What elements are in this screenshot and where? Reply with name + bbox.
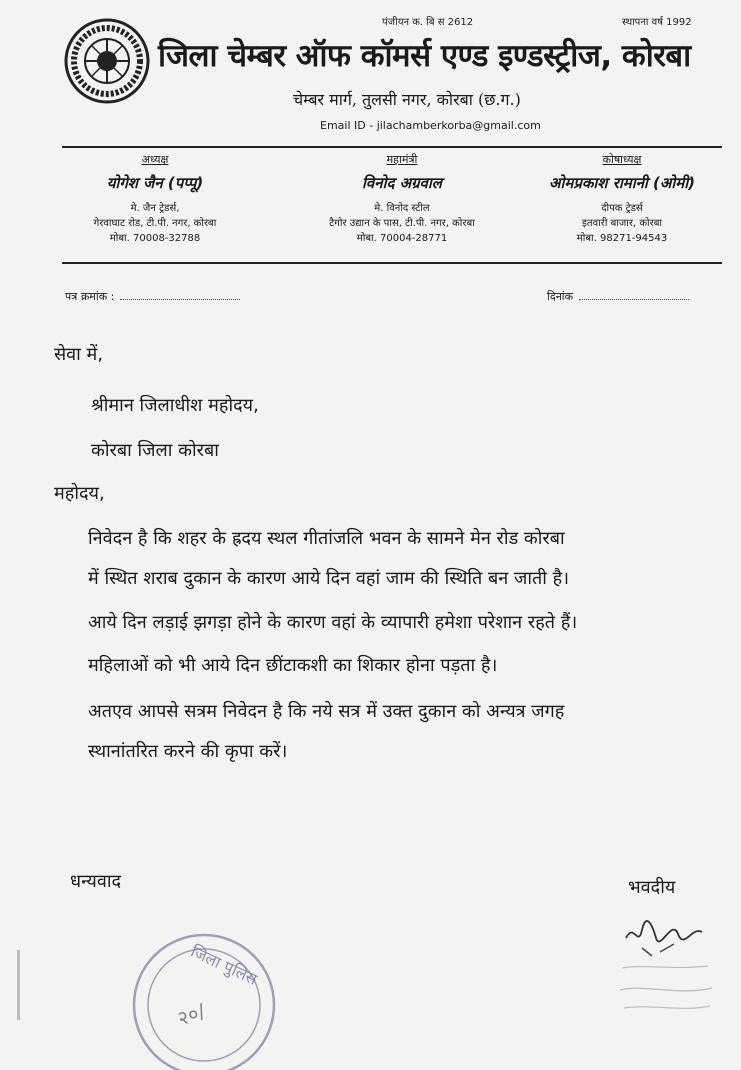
recipient-title: श्रीमान जिलाधीश महोदय,	[91, 395, 259, 416]
letter-number-field	[65, 289, 240, 304]
body-line: निवेदन है कि शहर के ह्रदय स्थल गीतांजलि भवन के सामने मेन रोड कोरबा	[88, 528, 565, 549]
bearers-divider	[62, 262, 722, 264]
established-year: स्थापना वर्ष 1992	[622, 17, 692, 28]
bearer-firm: मे. विनोद स्टील	[374, 203, 430, 214]
bearer-firm: मे. जैन ट्रेडर्स,	[130, 203, 180, 214]
date-label: दिनांक	[547, 290, 574, 303]
header-divider	[62, 146, 722, 148]
received-stamp	[126, 920, 281, 1070]
signature-icon	[612, 908, 722, 1024]
bearer-name: योगेश जैन (पप्पू)	[106, 174, 204, 192]
bearer-address: इतवारी बाजार, कोरबा	[581, 218, 663, 229]
letter-number-label: पत्र क्रमांक :	[65, 290, 115, 303]
bearer-mobile: मोबा. 70008-32788	[109, 233, 201, 244]
stamp-handwriting-icon: २०/	[174, 998, 209, 1031]
organization-address: चेम्बर मार्ग, तुलसी नगर, कोरबा (छ.ग.)	[293, 90, 521, 109]
registration-number: पंजीयन क. बि स 2612	[382, 17, 474, 28]
bearer-mobile: मोबा. 98271-94543	[576, 233, 668, 244]
bearer-firm: दीपक ट्रेडर्स	[601, 203, 643, 214]
organization-email: Email ID - jilachamberkorba@gmail.com	[320, 119, 541, 132]
office-bearer-president	[40, 152, 270, 246]
recipient-location: कोरबा जिला कोरबा	[91, 440, 219, 461]
bearer-address: टैगोर उद्यान के पास, टी.पी. नगर, कोरबा	[329, 218, 475, 229]
office-bearer-secretary	[287, 152, 517, 246]
bearer-name: विनोद अग्रवाल	[362, 174, 442, 192]
body-line: स्थानांतरित करने की कृपा करें।	[88, 741, 288, 762]
body-line: में स्थित शराब दुकान के कारण आये दिन वहां जाम की स्थिति बन जाती है।	[88, 568, 570, 589]
bearer-mobile: मोबा. 70004-28771	[356, 233, 448, 244]
salutation: महोदय,	[54, 483, 105, 504]
thanks-text: धन्यवाद	[70, 871, 122, 892]
bearer-name: ओमप्रकाश रामानी (ओमी)	[549, 174, 695, 192]
scan-edge-mark	[17, 950, 20, 1020]
date-field	[547, 289, 689, 304]
body-line: आये दिन लड़ाई झगड़ा होने के कारण वहां के व्यापारी हमेशा परेशान रहते हैं।	[88, 612, 578, 633]
bearer-role: कोषाध्यक्ष	[602, 153, 642, 166]
closing-text: भवदीय	[628, 877, 676, 898]
bearer-address: गेरवाघाट रोड, टी.पी. नगर, कोरबा	[93, 218, 217, 229]
bearer-role: महामंत्री	[386, 153, 418, 166]
bearer-role: अध्यक्ष	[141, 153, 169, 166]
body-line: अतएव आपसे सत्रम निवेदन है कि नये सत्र में उक्त दुकान को अन्यत्र जगह	[88, 701, 565, 722]
body-line: महिलाओं को भी आये दिन छींटाकशी का शिकार होना पड़ता है।	[88, 655, 498, 676]
stamp-text: जिला पुलिस	[187, 941, 261, 989]
chamber-logo-icon	[64, 18, 150, 104]
organization-name: जिला चेम्बर ऑफ कॉमर्स एण्ड इण्डस्ट्रीज, कोरबा	[158, 38, 691, 74]
to-label: सेवा में,	[54, 344, 104, 365]
office-bearer-treasurer	[507, 152, 737, 246]
